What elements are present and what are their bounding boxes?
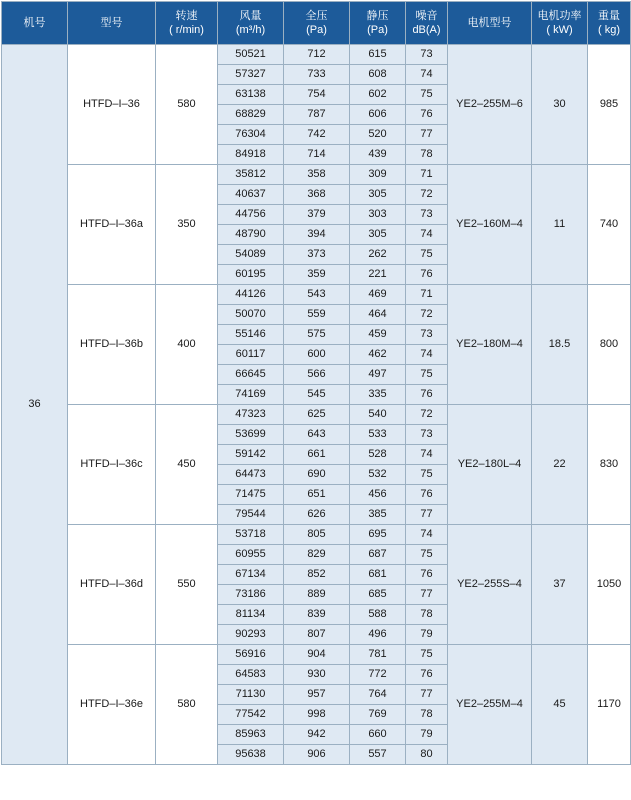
total-pressure-cell: 742 xyxy=(284,125,350,145)
header-row xyxy=(2,2,631,45)
noise-cell: 76 xyxy=(406,565,448,585)
noise-cell: 74 xyxy=(406,345,448,365)
airflow-cell: 50521 xyxy=(218,45,284,65)
static-pressure-cell: 695 xyxy=(350,525,406,545)
table-row xyxy=(2,45,631,65)
motor-power-cell: 22 xyxy=(532,405,588,525)
airflow-cell: 74169 xyxy=(218,385,284,405)
static-pressure-cell: 608 xyxy=(350,65,406,85)
model-cell: HTFD–I–36e xyxy=(68,645,156,765)
airflow-cell: 79544 xyxy=(218,505,284,525)
total-pressure-cell: 625 xyxy=(284,405,350,425)
noise-cell: 71 xyxy=(406,285,448,305)
total-pressure-cell: 358 xyxy=(284,165,350,185)
total-pressure-cell: 394 xyxy=(284,225,350,245)
table-row xyxy=(2,525,631,545)
speed-cell: 580 xyxy=(156,645,218,765)
airflow-cell: 60195 xyxy=(218,265,284,285)
noise-cell: 71 xyxy=(406,165,448,185)
airflow-cell: 67134 xyxy=(218,565,284,585)
airflow-cell: 73186 xyxy=(218,585,284,605)
static-pressure-cell: 772 xyxy=(350,665,406,685)
static-pressure-cell: 456 xyxy=(350,485,406,505)
static-pressure-cell: 385 xyxy=(350,505,406,525)
static-pressure-cell: 221 xyxy=(350,265,406,285)
airflow-cell: 44756 xyxy=(218,205,284,225)
airflow-cell: 50070 xyxy=(218,305,284,325)
noise-cell: 77 xyxy=(406,125,448,145)
static-pressure-cell: 497 xyxy=(350,365,406,385)
noise-cell: 73 xyxy=(406,205,448,225)
header-model: 型号 xyxy=(68,2,156,45)
motor-power-cell: 18.5 xyxy=(532,285,588,405)
noise-cell: 77 xyxy=(406,585,448,605)
noise-cell: 72 xyxy=(406,185,448,205)
header-speed: 转速 ( r/min) xyxy=(156,2,218,45)
airflow-cell: 81134 xyxy=(218,605,284,625)
static-pressure-cell: 459 xyxy=(350,325,406,345)
total-pressure-cell: 714 xyxy=(284,145,350,165)
static-pressure-cell: 687 xyxy=(350,545,406,565)
noise-cell: 78 xyxy=(406,605,448,625)
static-pressure-cell: 681 xyxy=(350,565,406,585)
weight-cell: 740 xyxy=(588,165,631,285)
static-pressure-cell: 781 xyxy=(350,645,406,665)
noise-cell: 74 xyxy=(406,65,448,85)
model-cell: HTFD–I–36a xyxy=(68,165,156,285)
airflow-cell: 76304 xyxy=(218,125,284,145)
weight-cell: 800 xyxy=(588,285,631,405)
total-pressure-cell: 787 xyxy=(284,105,350,125)
static-pressure-cell: 335 xyxy=(350,385,406,405)
total-pressure-cell: 543 xyxy=(284,285,350,305)
motor-power-cell: 37 xyxy=(532,525,588,645)
header-motor-model: 电机型号 xyxy=(448,2,532,45)
airflow-cell: 77542 xyxy=(218,705,284,725)
noise-cell: 75 xyxy=(406,545,448,565)
airflow-cell: 85963 xyxy=(218,725,284,745)
total-pressure-cell: 559 xyxy=(284,305,350,325)
motor-power-cell: 45 xyxy=(532,645,588,765)
noise-cell: 74 xyxy=(406,445,448,465)
header-machine-no: 机号 xyxy=(2,2,68,45)
static-pressure-cell: 305 xyxy=(350,185,406,205)
total-pressure-cell: 754 xyxy=(284,85,350,105)
motor-power-cell: 30 xyxy=(532,45,588,165)
total-pressure-cell: 889 xyxy=(284,585,350,605)
static-pressure-cell: 520 xyxy=(350,125,406,145)
weight-cell: 830 xyxy=(588,405,631,525)
static-pressure-cell: 464 xyxy=(350,305,406,325)
static-pressure-cell: 309 xyxy=(350,165,406,185)
airflow-cell: 71475 xyxy=(218,485,284,505)
speed-cell: 450 xyxy=(156,405,218,525)
header-airflow: 风量 (m³/h) xyxy=(218,2,284,45)
motor-model-cell: YE2–255S–4 xyxy=(448,525,532,645)
static-pressure-cell: 303 xyxy=(350,205,406,225)
airflow-cell: 60955 xyxy=(218,545,284,565)
motor-model-cell: YE2–255M–4 xyxy=(448,645,532,765)
noise-cell: 76 xyxy=(406,105,448,125)
total-pressure-cell: 368 xyxy=(284,185,350,205)
model-cell: HTFD–I–36d xyxy=(68,525,156,645)
noise-cell: 76 xyxy=(406,665,448,685)
total-pressure-cell: 942 xyxy=(284,725,350,745)
airflow-cell: 55146 xyxy=(218,325,284,345)
total-pressure-cell: 600 xyxy=(284,345,350,365)
noise-cell: 73 xyxy=(406,45,448,65)
motor-model-cell: YE2–255M–6 xyxy=(448,45,532,165)
static-pressure-cell: 462 xyxy=(350,345,406,365)
static-pressure-cell: 685 xyxy=(350,585,406,605)
static-pressure-cell: 533 xyxy=(350,425,406,445)
static-pressure-cell: 660 xyxy=(350,725,406,745)
total-pressure-cell: 957 xyxy=(284,685,350,705)
noise-cell: 76 xyxy=(406,265,448,285)
noise-cell: 76 xyxy=(406,485,448,505)
airflow-cell: 59142 xyxy=(218,445,284,465)
total-pressure-cell: 379 xyxy=(284,205,350,225)
airflow-cell: 48790 xyxy=(218,225,284,245)
static-pressure-cell: 540 xyxy=(350,405,406,425)
airflow-cell: 64473 xyxy=(218,465,284,485)
airflow-cell: 60117 xyxy=(218,345,284,365)
airflow-cell: 71130 xyxy=(218,685,284,705)
total-pressure-cell: 643 xyxy=(284,425,350,445)
airflow-cell: 66645 xyxy=(218,365,284,385)
total-pressure-cell: 712 xyxy=(284,45,350,65)
airflow-cell: 64583 xyxy=(218,665,284,685)
total-pressure-cell: 839 xyxy=(284,605,350,625)
noise-cell: 75 xyxy=(406,245,448,265)
static-pressure-cell: 262 xyxy=(350,245,406,265)
total-pressure-cell: 829 xyxy=(284,545,350,565)
total-pressure-cell: 566 xyxy=(284,365,350,385)
static-pressure-cell: 764 xyxy=(350,685,406,705)
table-row xyxy=(2,285,631,305)
noise-cell: 72 xyxy=(406,405,448,425)
noise-cell: 73 xyxy=(406,325,448,345)
airflow-cell: 95638 xyxy=(218,745,284,765)
header-noise: 噪音 dB(A) xyxy=(406,2,448,45)
speed-cell: 550 xyxy=(156,525,218,645)
motor-power-cell: 11 xyxy=(532,165,588,285)
speed-cell: 400 xyxy=(156,285,218,405)
airflow-cell: 53718 xyxy=(218,525,284,545)
airflow-cell: 56916 xyxy=(218,645,284,665)
total-pressure-cell: 906 xyxy=(284,745,350,765)
noise-cell: 74 xyxy=(406,525,448,545)
noise-cell: 78 xyxy=(406,705,448,725)
noise-cell: 72 xyxy=(406,305,448,325)
total-pressure-cell: 904 xyxy=(284,645,350,665)
airflow-cell: 47323 xyxy=(218,405,284,425)
noise-cell: 73 xyxy=(406,425,448,445)
static-pressure-cell: 305 xyxy=(350,225,406,245)
airflow-cell: 68829 xyxy=(218,105,284,125)
model-cell: HTFD–I–36b xyxy=(68,285,156,405)
total-pressure-cell: 807 xyxy=(284,625,350,645)
weight-cell: 1050 xyxy=(588,525,631,645)
airflow-cell: 44126 xyxy=(218,285,284,305)
noise-cell: 79 xyxy=(406,725,448,745)
static-pressure-cell: 496 xyxy=(350,625,406,645)
static-pressure-cell: 528 xyxy=(350,445,406,465)
airflow-cell: 84918 xyxy=(218,145,284,165)
model-cell: HTFD–I–36 xyxy=(68,45,156,165)
static-pressure-cell: 615 xyxy=(350,45,406,65)
airflow-cell: 53699 xyxy=(218,425,284,445)
model-cell: HTFD–I–36c xyxy=(68,405,156,525)
noise-cell: 76 xyxy=(406,385,448,405)
noise-cell: 75 xyxy=(406,645,448,665)
airflow-cell: 40637 xyxy=(218,185,284,205)
motor-model-cell: YE2–180L–4 xyxy=(448,405,532,525)
noise-cell: 75 xyxy=(406,465,448,485)
weight-cell: 985 xyxy=(588,45,631,165)
total-pressure-cell: 852 xyxy=(284,565,350,585)
static-pressure-cell: 439 xyxy=(350,145,406,165)
table-row xyxy=(2,645,631,665)
motor-model-cell: YE2–180M–4 xyxy=(448,285,532,405)
airflow-cell: 54089 xyxy=(218,245,284,265)
total-pressure-cell: 733 xyxy=(284,65,350,85)
airflow-cell: 90293 xyxy=(218,625,284,645)
header-total-pressure: 全压 (Pa) xyxy=(284,2,350,45)
noise-cell: 77 xyxy=(406,505,448,525)
fan-spec-table xyxy=(1,1,631,765)
total-pressure-cell: 998 xyxy=(284,705,350,725)
noise-cell: 75 xyxy=(406,85,448,105)
noise-cell: 80 xyxy=(406,745,448,765)
weight-cell: 1170 xyxy=(588,645,631,765)
speed-cell: 580 xyxy=(156,45,218,165)
machine-no-cell: 36 xyxy=(2,45,68,765)
noise-cell: 74 xyxy=(406,225,448,245)
spec-table-body xyxy=(2,45,631,765)
static-pressure-cell: 588 xyxy=(350,605,406,625)
static-pressure-cell: 769 xyxy=(350,705,406,725)
total-pressure-cell: 805 xyxy=(284,525,350,545)
total-pressure-cell: 359 xyxy=(284,265,350,285)
header-weight: 重量 ( kg) xyxy=(588,2,631,45)
static-pressure-cell: 469 xyxy=(350,285,406,305)
total-pressure-cell: 661 xyxy=(284,445,350,465)
header-motor-power: 电机功率 ( kW) xyxy=(532,2,588,45)
noise-cell: 79 xyxy=(406,625,448,645)
total-pressure-cell: 930 xyxy=(284,665,350,685)
noise-cell: 75 xyxy=(406,365,448,385)
airflow-cell: 63138 xyxy=(218,85,284,105)
airflow-cell: 57327 xyxy=(218,65,284,85)
table-row xyxy=(2,405,631,425)
airflow-cell: 35812 xyxy=(218,165,284,185)
static-pressure-cell: 532 xyxy=(350,465,406,485)
total-pressure-cell: 690 xyxy=(284,465,350,485)
noise-cell: 77 xyxy=(406,685,448,705)
static-pressure-cell: 557 xyxy=(350,745,406,765)
table-row xyxy=(2,165,631,185)
total-pressure-cell: 626 xyxy=(284,505,350,525)
motor-model-cell: YE2–160M–4 xyxy=(448,165,532,285)
noise-cell: 78 xyxy=(406,145,448,165)
total-pressure-cell: 651 xyxy=(284,485,350,505)
total-pressure-cell: 575 xyxy=(284,325,350,345)
static-pressure-cell: 606 xyxy=(350,105,406,125)
total-pressure-cell: 373 xyxy=(284,245,350,265)
static-pressure-cell: 602 xyxy=(350,85,406,105)
total-pressure-cell: 545 xyxy=(284,385,350,405)
speed-cell: 350 xyxy=(156,165,218,285)
header-static-pressure: 静压 (Pa) xyxy=(350,2,406,45)
